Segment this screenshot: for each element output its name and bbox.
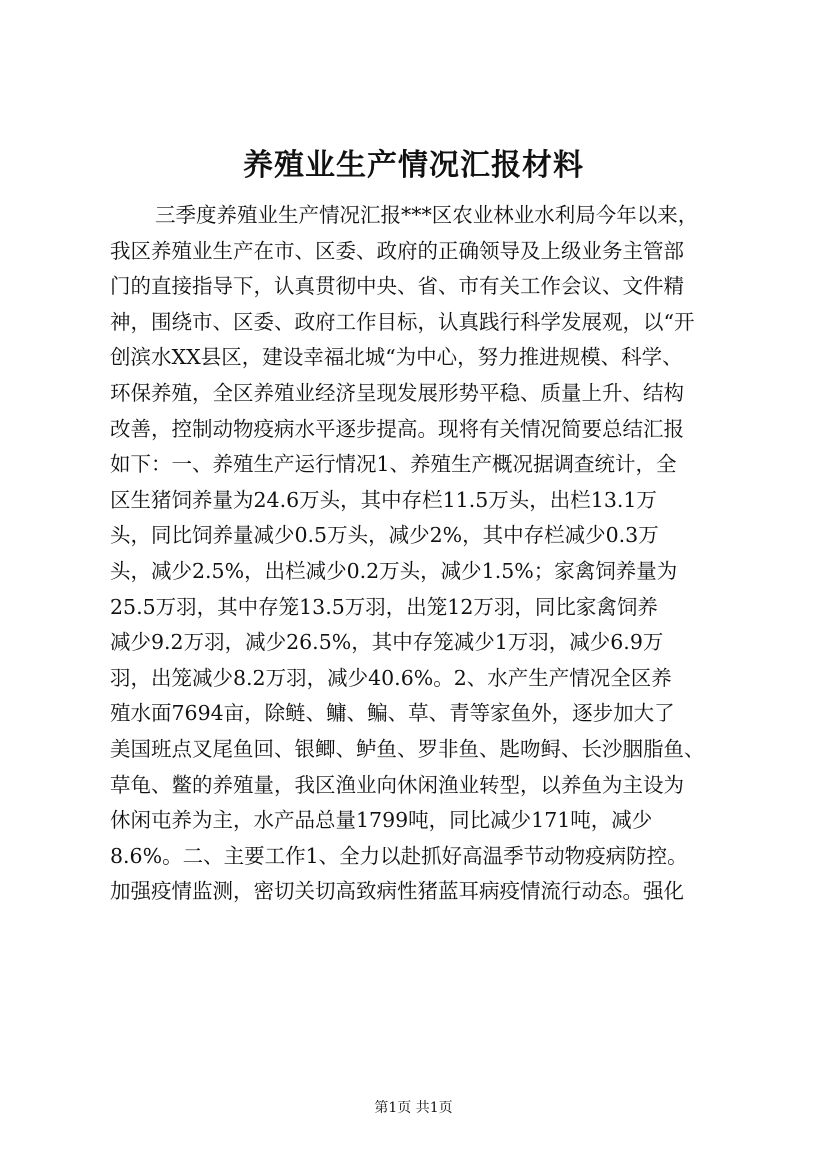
document-body	[110, 198, 730, 910]
text-line: 美国班点叉尾鱼回、银鲫、鲈鱼、罗非鱼、匙吻鲟、长沙胭脂鱼、	[110, 736, 705, 761]
text-line: 草龟、鳖的养殖量，我区渔业向休闲渔业转型，以养鱼为主设为	[110, 772, 684, 797]
text-line: 创滨水XX县区，建设幸福北城“为中心，努力推进规模、科学、	[110, 345, 683, 370]
text-line: 减少9.2万羽，减少26.5%，其中存笼减少1万羽，减少6.9万	[110, 630, 664, 655]
text-line: 头，减少2.5%，出栏减少0.2万头，减少1.5%；家禽饲养量为	[110, 558, 678, 583]
text-line: 头，同比饲养量减少0.5万头，减少2%，其中存栏减少0.3万	[110, 523, 659, 548]
text-line: 我区养殖业生产在市、区委、政府的正确领导及上级业务主管部	[110, 238, 684, 263]
document-title: 养殖业生产情况汇报材料	[243, 148, 584, 183]
text-line: 区生猪饲养量为24.6万头，其中存栏11.5万头，出栏13.1万	[110, 487, 657, 512]
text-line: 休闲屯养为主，水产品总量1799吨，同比减少171吨，减少	[110, 808, 653, 833]
text-line: 羽，出笼减少8.2万羽，减少40.6%。2、水产生产情况全区养	[110, 665, 672, 690]
text-line: 25.5万羽，其中存笼13.5万羽，出笼12万羽，同比家禽饲养	[110, 594, 658, 619]
text-line: 如下：一、养殖生产运行情况1、养殖生产概况据调查统计，全	[110, 452, 677, 477]
text-line: 门的直接指导下，认真贯彻中央、省、市有关工作会议、文件精	[110, 274, 684, 299]
text-line: 殖水面7694亩，除鲢、鳙、鳊、草、青等家鱼外，逐步加大了	[110, 701, 675, 726]
text-line: 8.6%。二、主要工作1、全力以赴抓好高温季节动物疫病防控。	[110, 843, 688, 868]
text-line: 环保养殖，全区养殖业经济呈现发展形势平稳、质量上升、结构	[110, 380, 684, 405]
text-line: 三季度养殖业生产情况汇报***区农业林业水利局今年以来，	[155, 203, 699, 227]
page-footer: 第1页 共1页	[374, 1100, 453, 1116]
text-line: 神，围绕市、区委、政府工作目标，认真践行科学发展观，以“开	[110, 309, 695, 334]
text-line: 改善，控制动物疫病水平逐步提高。现将有关情况简要总结汇报	[110, 416, 684, 441]
text-line: 加强疫情监测，密切关切高致病性猪蓝耳病疫情流行动态。强化	[110, 879, 684, 904]
